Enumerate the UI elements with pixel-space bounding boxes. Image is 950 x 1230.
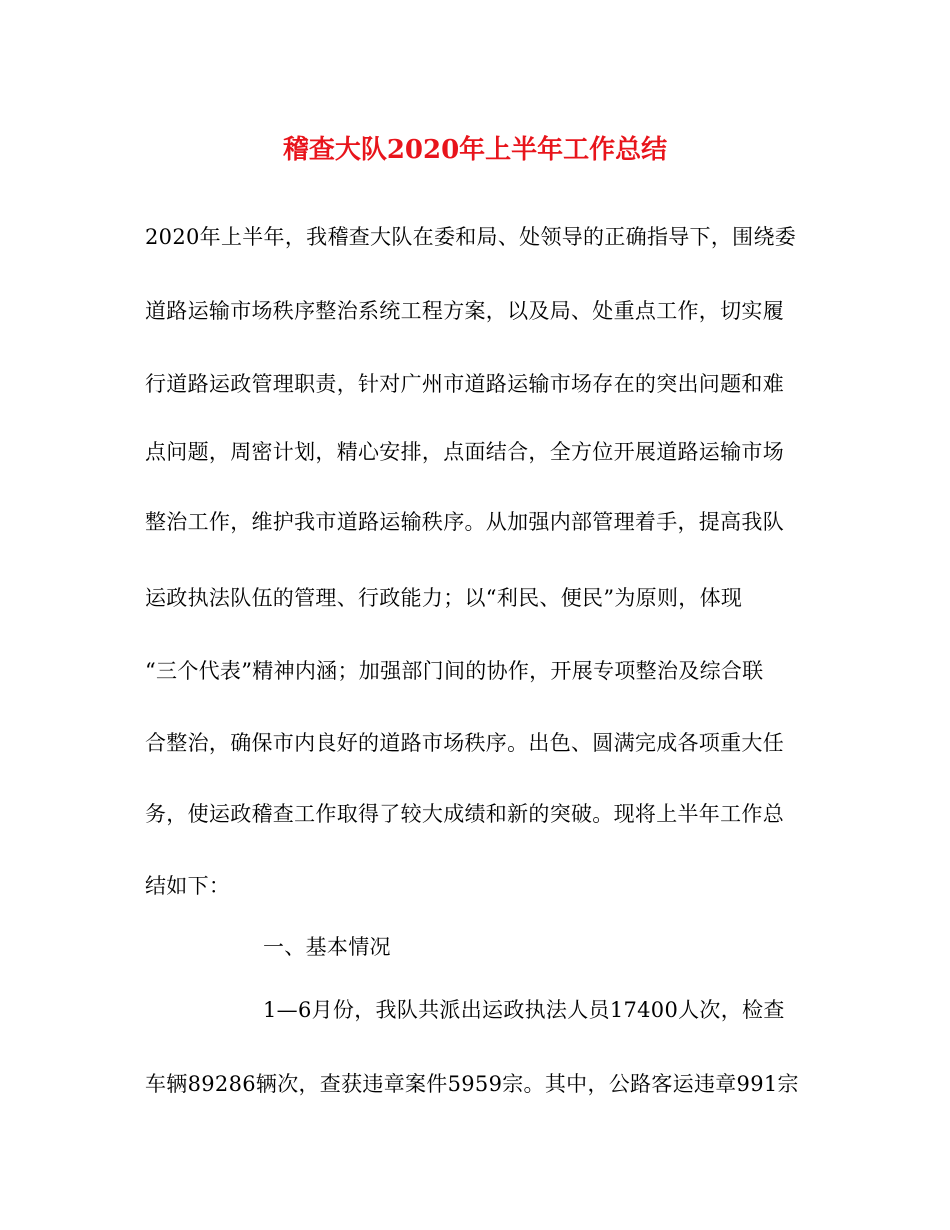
document-title: 稽查大队2020年上半年工作总结 <box>282 135 668 165</box>
paragraph-line: 行道路运政管理职责，针对广州市道路运输市场存在的突出问题和难 <box>145 372 784 396</box>
paragraph-line: “三个代表”精神内涵；加强部门间的协作，开展专项整治及综合联 <box>145 659 764 683</box>
paragraph-line: 车辆89286辆次，查获违章案件5959宗。其中，公路客运违章991宗 <box>145 1072 799 1096</box>
paragraph-line: 务，使运政稽查工作取得了较大成绩和新的突破。现将上半年工作总 <box>145 802 784 826</box>
paragraph-line: 道路运输市场秩序整治系统工程方案，以及局、处重点工作，切实履 <box>145 299 784 323</box>
paragraph-line: 点问题，周密计划，精心安排，点面结合，全方位开展道路运输市场 <box>145 440 784 464</box>
paragraph-line: 2020年上半年，我稽查大队在委和局、处领导的正确指导下，围绕委 <box>145 225 797 249</box>
paragraph-line: 结如下： <box>145 874 231 898</box>
paragraph-line: 运政执法队伍的管理、行政能力；以“利民、便民”为原则，体现 <box>145 586 743 610</box>
paragraph-line: 1—6月份，我队共派出运政执法人员17400人次，检查 <box>263 998 785 1022</box>
paragraph-line: 合整治，确保市内良好的道路市场秩序。出色、圆满完成各项重大任 <box>145 731 784 755</box>
paragraph-line: 整治工作，维护我市道路运输秩序。从加强内部管理着手，提高我队 <box>145 510 784 534</box>
section-heading: 一、基本情况 <box>263 935 391 959</box>
